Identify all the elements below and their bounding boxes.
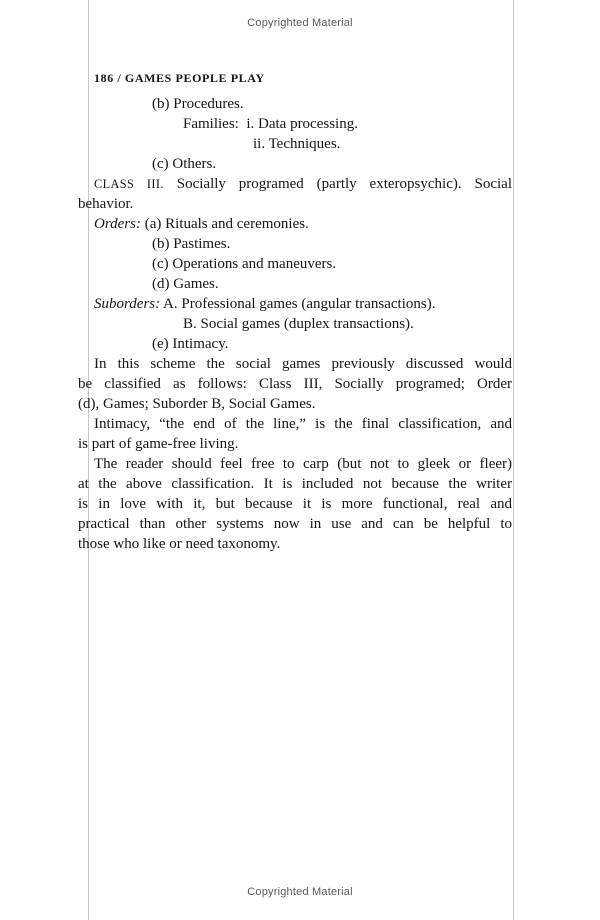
text-line bbox=[78, 254, 512, 274]
text-line bbox=[78, 474, 512, 494]
text-line bbox=[78, 514, 512, 534]
text-line bbox=[78, 394, 512, 414]
outline-label: Orders: bbox=[94, 216, 141, 232]
text-line bbox=[78, 174, 512, 194]
text-segment: (c) Operations and maneuvers. bbox=[152, 256, 337, 272]
text-line bbox=[78, 194, 512, 214]
text-segment: (d) Games. bbox=[152, 276, 219, 292]
text-line bbox=[78, 374, 512, 394]
text-segment: those who like or need taxonomy. bbox=[78, 536, 281, 552]
text-segment: (c) Others. bbox=[152, 156, 217, 172]
text-line bbox=[78, 354, 512, 374]
text-line bbox=[78, 234, 512, 254]
text-line bbox=[78, 94, 512, 114]
text-segment: Families: i. Data processing. bbox=[183, 116, 358, 132]
text-line bbox=[78, 414, 512, 434]
text-segment: B. Social games (duplex transactions). bbox=[183, 316, 414, 332]
text-segment: Intimacy, “the end of the line,” is the final classification, and bbox=[94, 416, 512, 432]
page-header: 186 / GAMES PEOPLE PLAY bbox=[94, 71, 265, 85]
text-line bbox=[78, 294, 512, 314]
text-segment: CLASS III. bbox=[94, 177, 164, 191]
text-line bbox=[78, 274, 512, 294]
text-line bbox=[78, 334, 512, 354]
scan-border-right bbox=[513, 0, 514, 920]
text-segment: (e) Intimacy. bbox=[152, 336, 229, 352]
text-line bbox=[78, 114, 512, 134]
text-line bbox=[78, 454, 512, 474]
copyright-notice-top: Copyrighted Material bbox=[247, 17, 353, 29]
text-segment: Socially programed (partly exteropsychic). Social bbox=[163, 176, 512, 192]
text-segment: A. Professional games (angular transactions). bbox=[160, 296, 436, 312]
text-segment: ii. Techniques. bbox=[253, 136, 341, 152]
text-segment: (b) Procedures. bbox=[152, 96, 244, 112]
text-segment: practical than other systems now in use and can be helpful to bbox=[78, 516, 512, 532]
text-line bbox=[78, 494, 512, 514]
text-line bbox=[78, 434, 512, 454]
body-text bbox=[78, 94, 512, 554]
text-segment: be classified as follows: Class III, Socially programed; Order bbox=[78, 376, 512, 392]
copyright-notice-bottom: Copyrighted Material bbox=[247, 886, 353, 898]
text-segment: at the above classification. It is included not because the writer bbox=[78, 476, 512, 492]
text-line bbox=[78, 134, 512, 154]
text-line bbox=[78, 214, 512, 234]
outline-label: Suborders: bbox=[94, 296, 161, 312]
text-line bbox=[78, 154, 512, 174]
text-segment: (b) Pastimes. bbox=[152, 236, 231, 252]
text-segment: In this scheme the social games previously discussed would bbox=[94, 356, 512, 372]
text-segment: (d), Games; Suborder B, Social Games. bbox=[78, 396, 316, 412]
text-line bbox=[78, 534, 512, 554]
text-segment: is in love with it, but because it is more functional, real and bbox=[78, 496, 512, 512]
text-line bbox=[78, 314, 512, 334]
text-segment: behavior. bbox=[78, 196, 134, 212]
text-segment: (a) Rituals and ceremonies. bbox=[140, 216, 309, 232]
text-segment: is part of game-free living. bbox=[78, 436, 239, 452]
text-segment: The reader should feel free to carp (but not to gleek or fleer) bbox=[94, 456, 512, 472]
